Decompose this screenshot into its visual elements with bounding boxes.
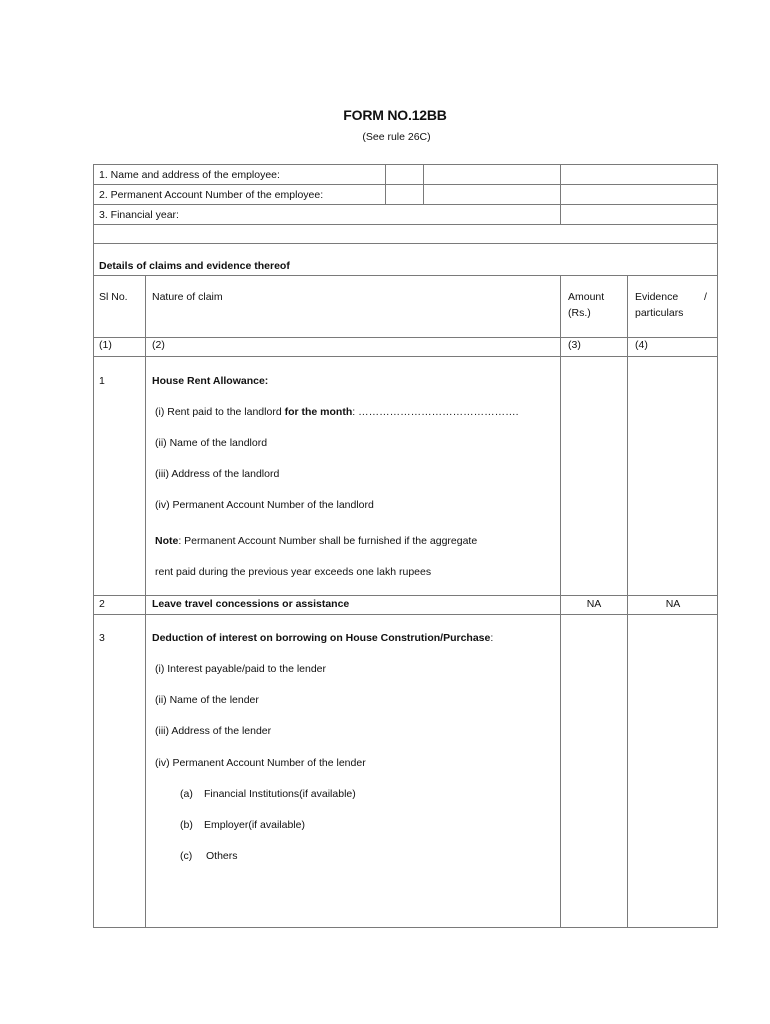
column-header-sl-no: Sl No. — [99, 291, 128, 303]
column-number: (3) — [568, 339, 581, 351]
row-divider — [93, 275, 718, 276]
hra-landlord-pan: (iv) Permanent Account Number of the landlord — [155, 499, 374, 511]
row-divider — [93, 614, 718, 615]
row-sl-number: 1 — [99, 375, 105, 387]
interest-heading-text: Deduction of interest on borrowing on House Constrution/Purchase — [152, 632, 491, 644]
row-divider — [93, 243, 718, 244]
lender-type-a-label: (a) — [180, 788, 193, 800]
hra-note — [155, 535, 477, 548]
column-number: (1) — [99, 339, 112, 351]
hra-rent-paid-label: (i) Rent paid to the landlord — [155, 406, 285, 418]
interest-heading-colon: : — [490, 632, 494, 644]
column-number: (2) — [152, 339, 165, 351]
column-header-amount-unit: (Rs.) — [568, 307, 591, 319]
interest-payable: (i) Interest payable/paid to the lender — [155, 663, 327, 675]
ltc-amount: NA — [586, 598, 602, 610]
lender-type-b-label: (b) — [180, 819, 193, 831]
cell-divider — [423, 164, 424, 204]
form-subtitle: (See rule 26C) — [362, 131, 431, 143]
hra-note-label: Note — [155, 535, 179, 547]
column-header-amount: Amount — [568, 291, 605, 303]
row-divider — [93, 595, 718, 596]
employee-name-label: 1. Name and address of the employee: — [99, 169, 280, 181]
lender-type-c: Others — [206, 850, 238, 862]
hra-landlord-name: (ii) Name of the landlord — [155, 437, 268, 449]
row-divider — [93, 337, 718, 338]
hra-rent-paid — [155, 406, 519, 419]
row-divider — [93, 184, 718, 185]
employee-pan-label: 2. Permanent Account Number of the employee: — [99, 189, 324, 201]
row-sl-number: 2 — [99, 598, 105, 610]
column-number: (4) — [635, 339, 648, 351]
ltc-heading: Leave travel concessions or assistance — [152, 598, 350, 610]
lender-type-b: Employer(if available) — [204, 819, 305, 831]
hra-heading: House Rent Allowance: — [152, 375, 269, 387]
column-header-evidence: Evidence — [635, 291, 679, 303]
hra-note-text: : Permanent Account Number shall be furnished if the aggregate — [178, 535, 478, 547]
hra-rent-paid-period: for the month — [284, 406, 353, 418]
lender-type-c-label: (c) — [180, 850, 193, 862]
row-divider — [93, 204, 718, 205]
financial-year-label: 3. Financial year: — [99, 209, 179, 221]
lender-type-a: Financial Institutions(if available) — [204, 788, 356, 800]
lender-address: (iii) Address of the lender — [155, 725, 272, 737]
ltc-evidence: NA — [665, 598, 681, 610]
row-divider — [93, 356, 718, 357]
interest-heading — [152, 632, 493, 645]
cell-divider — [560, 164, 561, 224]
details-heading: Details of claims and evidence thereof — [99, 260, 290, 272]
cell-divider — [385, 164, 386, 204]
column-header-particulars: particulars — [635, 307, 684, 319]
column-header-evidence-slash: / — [704, 291, 707, 303]
column-divider — [145, 275, 146, 928]
row-sl-number: 3 — [99, 632, 105, 644]
hra-rent-paid-dots: : ………………………………………. — [352, 406, 519, 418]
lender-pan: (iv) Permanent Account Number of the lender — [155, 757, 366, 769]
row-divider — [93, 224, 718, 225]
form-title: FORM NO.12BB — [343, 107, 447, 123]
hra-landlord-address: (iii) Address of the landlord — [155, 468, 280, 480]
column-header-nature: Nature of claim — [152, 291, 223, 303]
lender-name: (ii) Name of the lender — [155, 694, 259, 706]
hra-note-continued: rent paid during the previous year exceeds one lakh rupees — [155, 566, 432, 578]
